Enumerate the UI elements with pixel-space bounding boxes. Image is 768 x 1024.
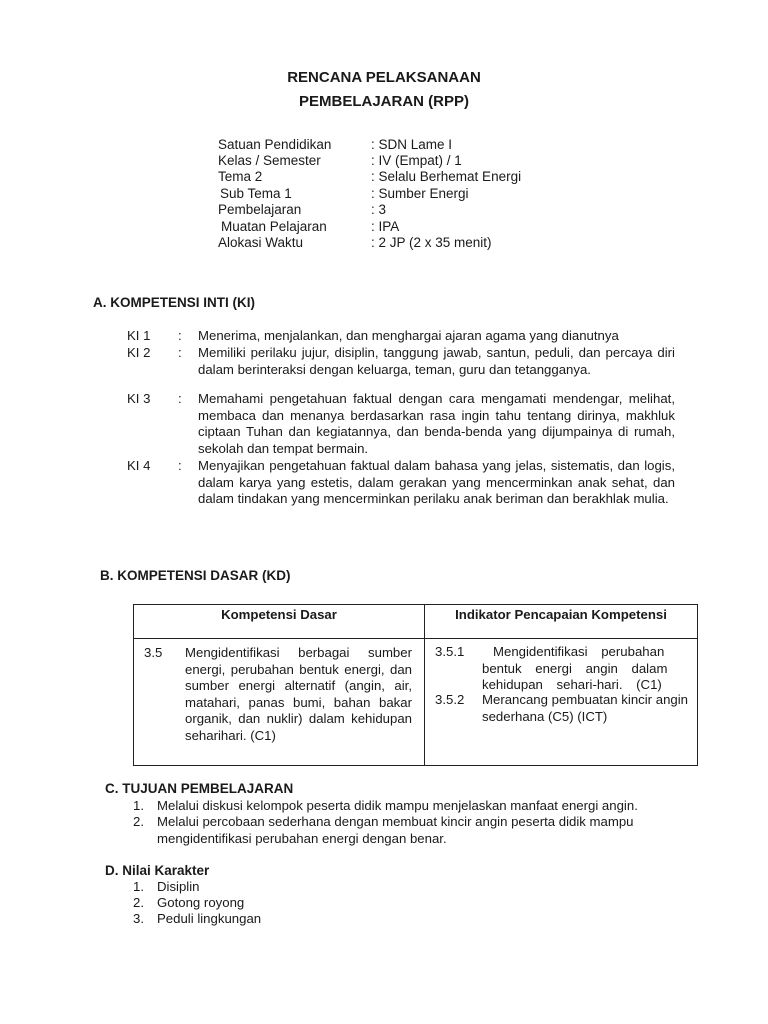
ki-code: KI 3 <box>127 391 151 406</box>
kd-table-row <box>134 639 698 766</box>
ki-text: Memiliki perilaku jujur, disiplin, tanggung jawab, santun, peduli, dan percaya diri dalam berinteraksi dengan keluarga, teman, guru dan tetangganya. <box>198 345 675 377</box>
list-item: Peduli lingkungan <box>157 911 262 926</box>
kd-table-header-row <box>134 605 698 639</box>
identity-label: Sub Tema 1 <box>220 186 292 201</box>
identity-value: : IPA <box>371 219 400 234</box>
identity-value: : SDN Lame I <box>371 137 453 152</box>
list-number: 1. <box>133 798 144 813</box>
list-item: Disiplin <box>157 879 200 894</box>
ki-separator: : <box>178 328 182 343</box>
identity-label: Tema 2 <box>218 169 263 184</box>
ki-code: KI 4 <box>127 458 151 473</box>
ki-text: Menyajikan pengetahuan faktual dalam bahasa yang jelas, sistematis, dan logis, dalam karya yang estetis, dalam gerakan yang mencerminkan anak sehat, dan dalam tindakan yang mencerminkan perilaku anak beriman dan berakhlak mulia. <box>198 458 675 506</box>
ki-code: KI 2 <box>127 345 151 360</box>
list-item: Melalui percobaan sederhana dengan membuat kincir angin peserta didik mampu mengidentifikasi perubahan energi dengan benar. <box>157 814 634 846</box>
kd-text: Mengidentifikasi berbagai sumber energi, perubahan bentuk energi, dan sumber energi alternatif (angin, air, matahari, panas bumi, bahan bakar organik, dan nuklir) dalam kehidupan seharihari. (C1) <box>185 645 412 743</box>
section-c-heading: C. TUJUAN PEMBELAJARAN <box>105 781 294 796</box>
list-item: Gotong royong <box>157 895 245 910</box>
identity-label: Kelas / Semester <box>218 153 321 168</box>
ki-text: Memahami pengetahuan faktual dengan cara mengamati mendengar, melihat, membaca dan menanya berdasarkan rasa ingin tahu tentang dirinya, makhluk ciptaan Tuhan dan kegiatannya, dan benda-benda yang dijumpainya di rumah, sekolah dan tempat bermain. <box>198 391 675 456</box>
indicator-cell <box>425 639 698 766</box>
indicator-number: 3.5.1 <box>435 644 465 659</box>
indicator-text: Mengidentifikasi perubahan bentuk energi angin dalam kehidupan sehari-hari. (C1) <box>482 644 668 692</box>
identity-label: Satuan Pendidikan <box>218 137 332 152</box>
identity-value: : 3 <box>371 202 387 217</box>
indicator-column-header: Indikator Pencapaian Kompetensi <box>425 605 698 639</box>
identity-label: Pembelajaran <box>218 202 302 217</box>
list-number: 2. <box>133 814 144 829</box>
list-number: 2. <box>133 895 144 910</box>
document-title-line2: PEMBELAJARAN (RPP) <box>298 93 469 110</box>
kd-cell <box>134 639 425 766</box>
section-d-heading: D. Nilai Karakter <box>105 863 210 878</box>
indicator-number: 3.5.2 <box>435 692 465 707</box>
section-b-heading: B. KOMPETENSI DASAR (KD) <box>100 568 291 583</box>
list-number: 3. <box>133 911 144 926</box>
identity-value: : 2 JP (2 x 35 menit) <box>371 235 492 250</box>
identity-value: : Sumber Energi <box>371 186 469 201</box>
kd-column-header: Kompetensi Dasar <box>134 605 425 639</box>
ki-separator: : <box>178 345 182 360</box>
ki-text: Menerima, menjalankan, dan menghargai ajaran agama yang dianutnya <box>198 328 619 343</box>
identity-value: : Selalu Berhemat Energi <box>371 169 522 184</box>
identity-value: : IV (Empat) / 1 <box>371 153 462 168</box>
list-number: 1. <box>133 879 144 894</box>
identity-label: Alokasi Waktu <box>218 235 304 250</box>
kd-number: 3.5 <box>144 645 163 660</box>
ki-separator: : <box>178 391 182 406</box>
ki-code: KI 1 <box>127 328 151 343</box>
kd-table <box>133 604 698 766</box>
list-item: Melalui diskusi kelompok peserta didik mampu menjelaskan manfaat energi angin. <box>157 798 638 813</box>
indicator-text: Merancang pembuatan kincir angin sederhana (C5) (ICT) <box>482 692 688 724</box>
identity-label: Muatan Pelajaran <box>221 219 327 234</box>
document-title-line1: RENCANA PELAKSANAAN <box>287 69 481 86</box>
ki-separator: : <box>178 458 182 473</box>
section-a-heading: A. KOMPETENSI INTI (KI) <box>93 295 255 310</box>
